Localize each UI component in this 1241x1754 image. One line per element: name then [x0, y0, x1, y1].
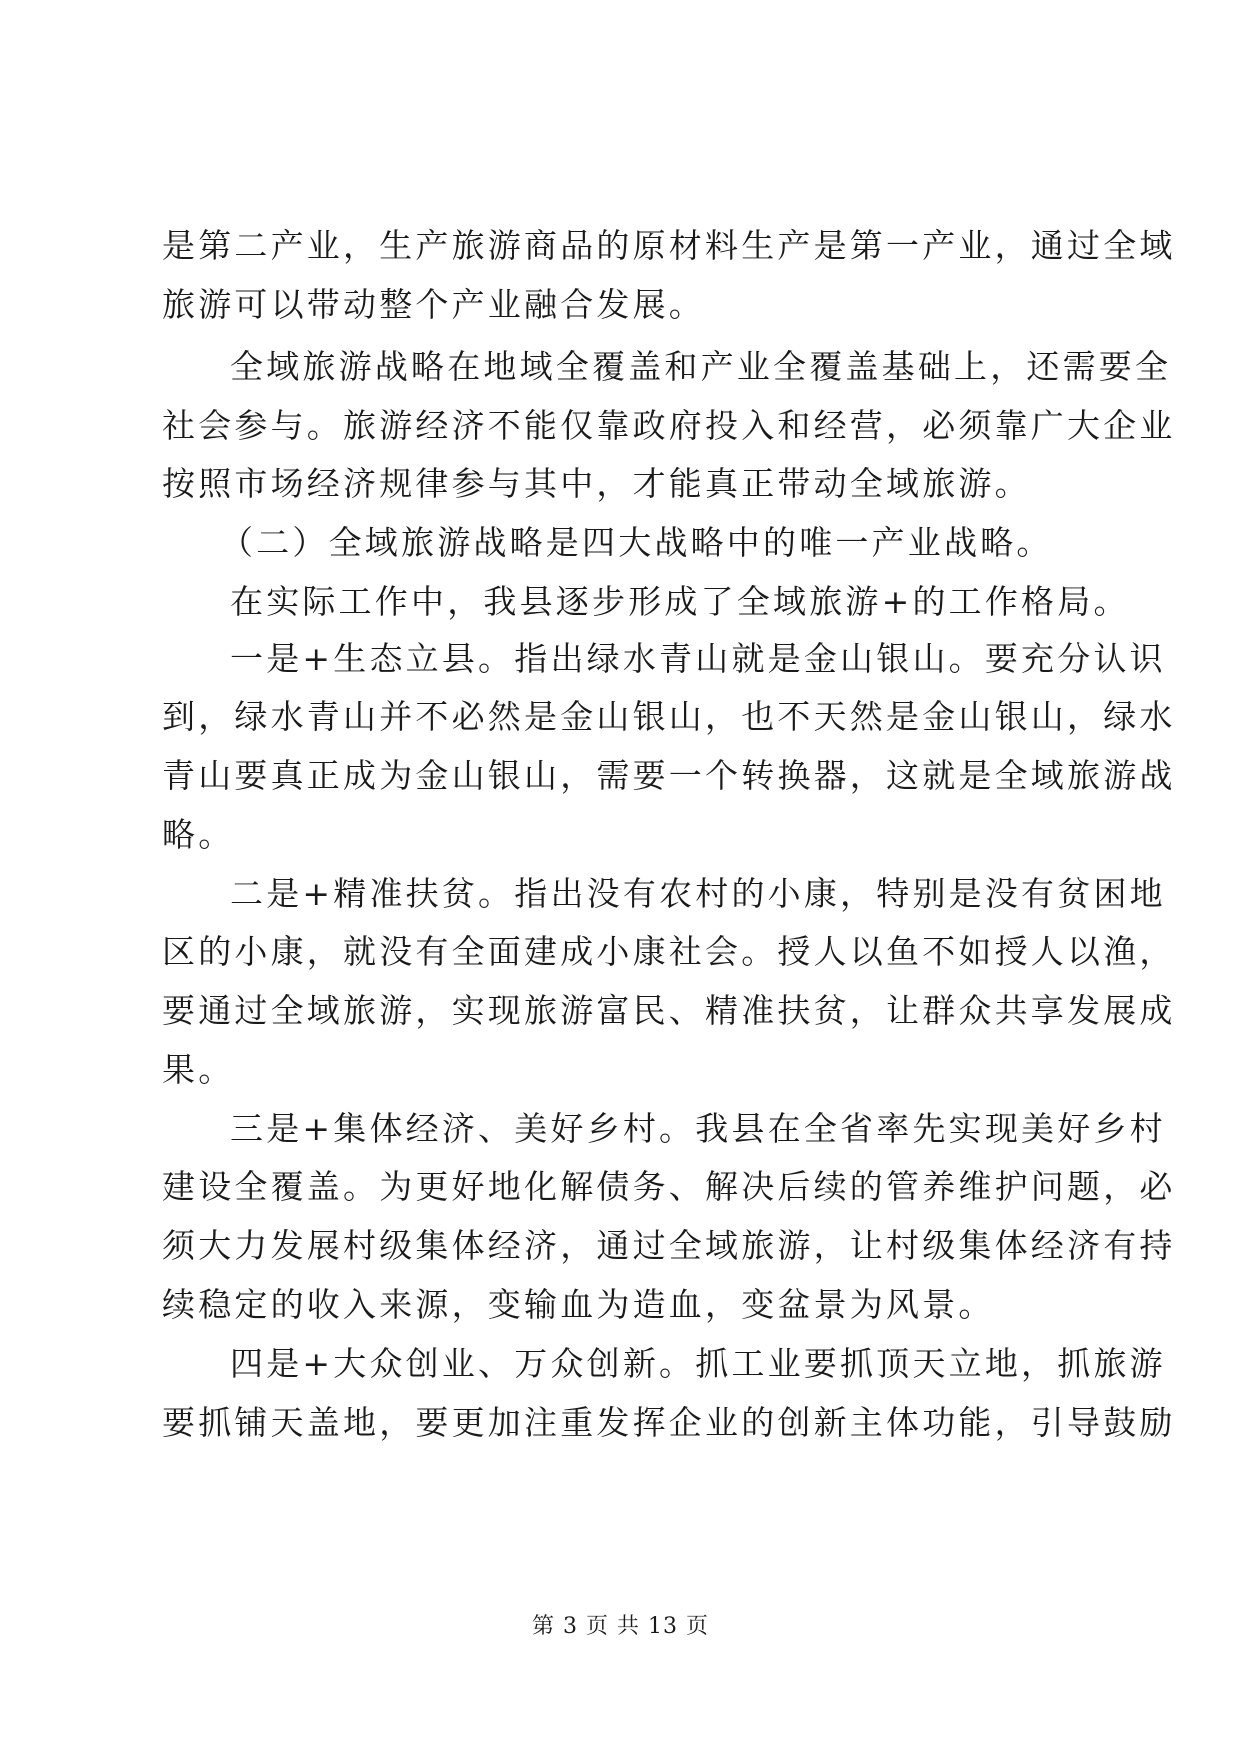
body-line: 要通过全域旅游，实现旅游富民、精准扶贫，让群众共享发展成: [162, 991, 1176, 1030]
body-line: 要抓铺天盖地，要更加注重发挥企业的创新主体功能，引导鼓励: [162, 1403, 1176, 1442]
body-line: 区的小康，就没有全面建成小康社会。授人以鱼不如授人以渔，: [162, 932, 1176, 971]
paragraph-start-line: 三是+集体经济、美好乡村。我县在全省率先实现美好乡村: [230, 1109, 1166, 1148]
body-line: 是第二产业，生产旅游商品的原材料生产是第一产业，通过全域: [162, 226, 1176, 265]
section-heading: （二）全域旅游战略是四大战略中的唯一产业战略。: [220, 523, 1053, 562]
body-line: 到，绿水青山并不必然是金山银山，也不天然是金山银山，绿水: [162, 697, 1176, 736]
body-line: 须大力发展村级集体经济，通过全域旅游，让村级集体经济有持: [162, 1226, 1176, 1265]
body-line: 按照市场经济规律参与其中，才能真正带动全域旅游。: [162, 464, 1031, 503]
page-number-footer: 第 3 页 共 13 页: [532, 1614, 709, 1639]
body-line: 果。: [162, 1050, 235, 1089]
paragraph-start-line: 全域旅游战略在地域全覆盖和产业全覆盖基础上，还需要全: [230, 347, 1172, 386]
body-line: 续稳定的收入来源，变输血为造血，变盆景为风景。: [162, 1285, 995, 1324]
body-line: 略。: [162, 815, 235, 854]
body-line: 社会参与。旅游经济不能仅靠政府投入和经营，必须靠广大企业: [162, 406, 1176, 445]
paragraph-start-line: 一是+生态立县。指出绿水青山就是金山银山。要充分认识: [230, 639, 1166, 678]
paragraph-start-line: 四是+大众创业、万众创新。抓工业要抓顶天立地，抓旅游: [230, 1344, 1166, 1383]
body-line: 建设全覆盖。为更好地化解债务、解决后续的管养维护问题，必: [162, 1167, 1176, 1206]
body-line: 旅游可以带动整个产业融合发展。: [162, 285, 705, 324]
body-line: 青山要真正成为金山银山，需要一个转换器，这就是全域旅游战: [162, 756, 1176, 795]
paragraph-start-line: 在实际工作中，我县逐步形成了全域旅游+的工作格局。: [230, 582, 1130, 621]
paragraph-start-line: 二是+精准扶贫。指出没有农村的小康，特别是没有贫困地: [230, 874, 1166, 913]
